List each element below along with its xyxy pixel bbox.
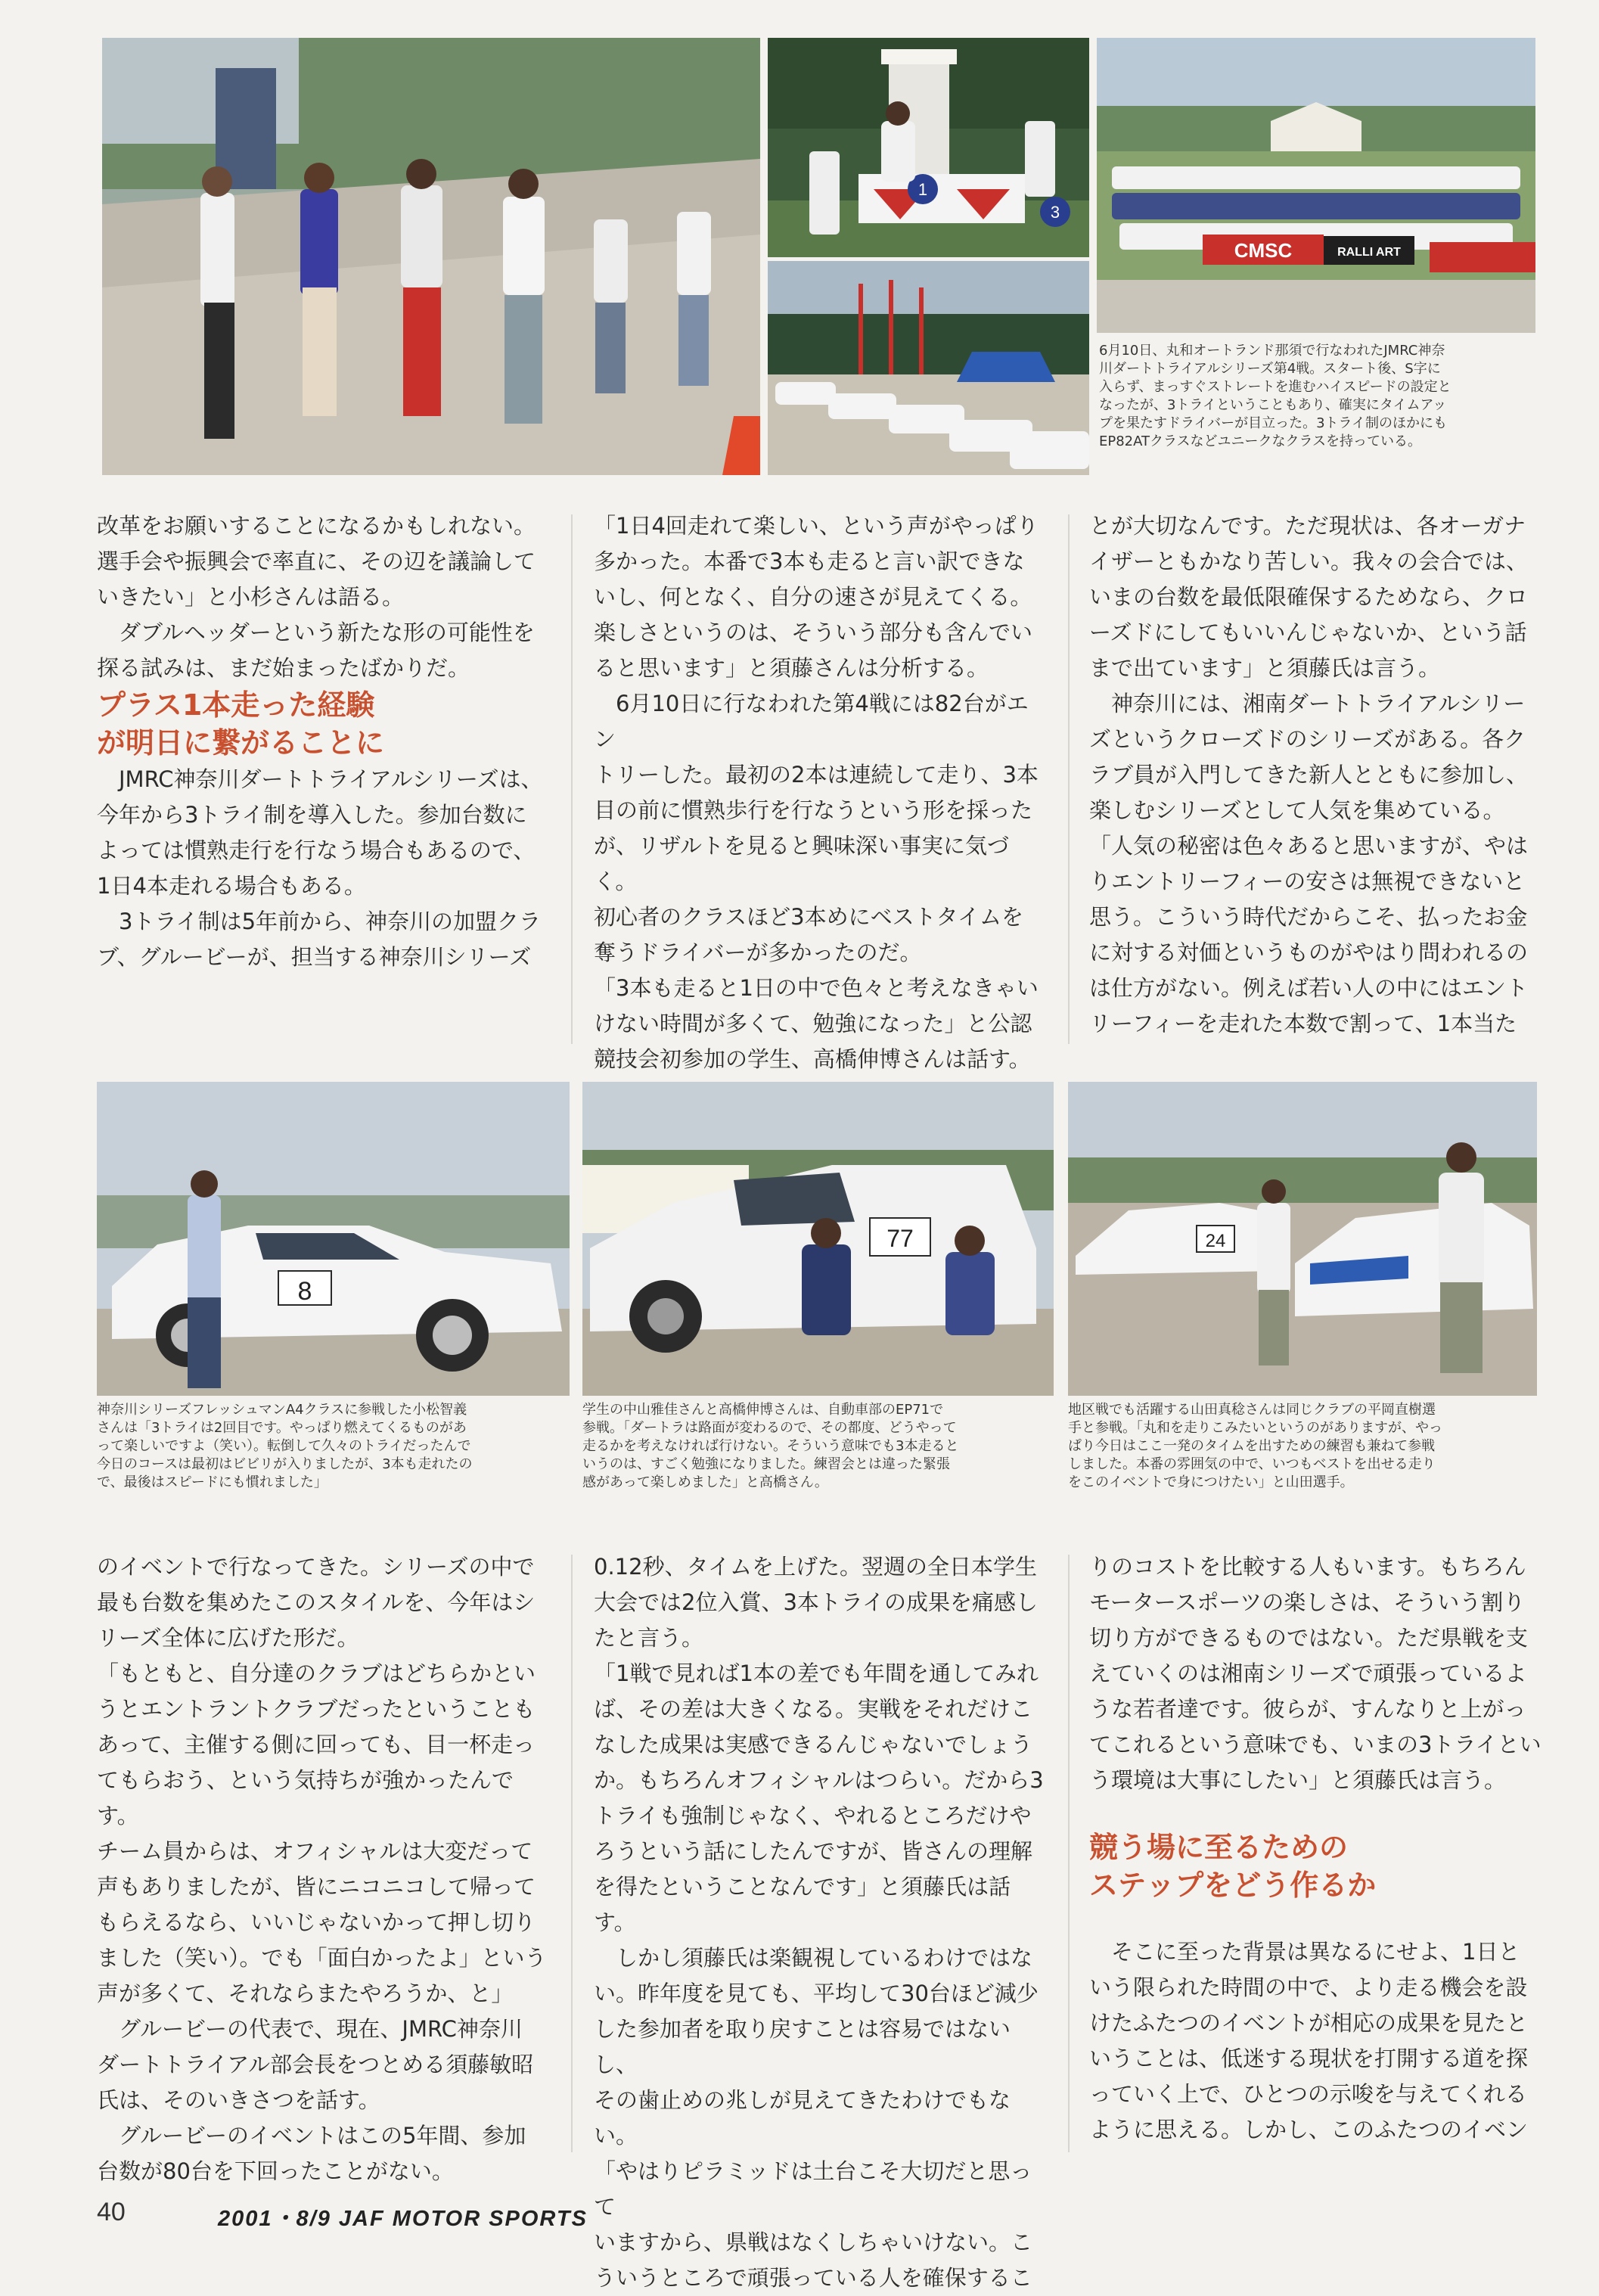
podium-number: 1 (917, 180, 928, 199)
paragraph: 神奈川には、湘南ダートトライアルシリー ズというクローズドのシリーズがある。各ク ラブ員が入門してきた新人とともに参加し、 楽しむシリーズとして人気を集めている。 (1089, 691, 1529, 823)
caption-students: 学生の中山雅佳さんと高橋伸博さんは、自動車部のEP71で 参戦。「ダートラは路面が変わるので、その都度、どうやって 走るかを考えなければ行けない。そういう意味でも3本走ると いうのは、すごく勉強になりました。練習会とは違った緊張 感があって楽しめました」と高橋さん。 (582, 1402, 959, 1490)
paragraph: 「1日4回走れて楽しい、という声がやっぱり 多かった。本番で3本も走ると言い訳できな いし、何となく、自分の速さが見えてくる。 楽しさというのは、そういう部分も含んでい ると思います」と須藤さんは分析する。 (594, 513, 1039, 681)
photo-drivers-walking (102, 38, 760, 475)
upper-column-3 (1089, 508, 1543, 1042)
section-heading-plus-one-run: プラス1本走った経験 が明日に繋がることに (97, 688, 385, 760)
photo-podium (768, 38, 1089, 257)
paragraph: ダブルヘッダーという新たな形の可能性を 探る試みは、まだ始まったばかりだ。 (97, 620, 535, 681)
paragraph: 「1戦で見れば1本の差でも年間を通してみれ ば、その差は大きくなる。実戦をそれだけこ なした成果は実感できるんじゃないでしょう か。もちろんオフィシャルはつらい。だから3 トライも強制じゃなく、やれるところだけや ろうという話にしたんですが、皆さんの理解 を得たということなんです」と須藤氏は話す。 (594, 1661, 1044, 1935)
upper-column-1 (97, 508, 551, 975)
paragraph: そこに至った背景は異なるにせよ、1日と いう限られた時間の中で、より走る機会を設 けたふたつのイベントが相応の成果を見たと いうことは、低迷する現状を打開する道を探 っていく上で、ひとつの示唆を与えてくれる ように思える。しかし、このふたつのイベン (1089, 1939, 1529, 2142)
paragraph: 改革をお願いすることになるかもしれない。 選手会や振興会で率直に、その辺を議論して いきたい」と小杉さんは語る。 (97, 513, 536, 610)
paragraph: しかし須藤氏は楽観視しているわけではな い。昨年度を見ても、平均して30台ほど減少 した参加者を取り戻すことは容易ではないし、 その歯止めの兆しが見えてきたわけでもない。 (594, 1945, 1039, 2148)
paragraph: とが大切なんです。ただ現状は、各オーガナ イザーともかなり苦しい。我々の会合では、 いまの台数を最低限確保するためなら、クロ ーズドにしてもいいんじゃないか、という話 まで出ています」と須藤氏は言う。 (1089, 513, 1529, 681)
paragraph: 「人気の秘密は色々あると思いますが、やは りエントリーフィーの安さは無視できないと 思う。こういう時代だからこそ、払ったお金 に対する対価というものがやはり問われるの は仕方がない。例えば若い人の中にはエント リーフィーを走れた本数で割って、1本当た (1089, 833, 1529, 1036)
banner-ralliart: RALLI ART (1337, 246, 1401, 259)
photo-komatsu-car (97, 1082, 570, 1396)
caption-top-right: 6月10日、丸和オートランド那須で行なわれたJMRC神奈 川ダートトライアルシリーズ第4戦。スタート後、S字に 入らず、まっすぐストレートを進むハイスピードの設定と なったが、3トライということもあり、確実にタイムアッ プを果たすドライバーが目立った。3トライ制のほかにも EP82ATクラスなどユニークなクラスを持っている。 (1099, 343, 1452, 449)
paragraph: 「やはりピラミッドは土台こそ大切だと思って いますから、県戦はなくしちゃいけない。こ ういうところで頑張っている人を確保するこ (594, 2158, 1033, 2291)
caption-yamada: 地区戦でも活躍する山田真稔さんは同じクラブの平岡直樹選 手と参戦。「丸和を走りこみたいというのがありますが、やっ ぱり今日はここ一発のタイムを出すための練習も兼ねて参戦 しました。本番の雰囲気の中で、いつもベストを出せる走り をこのイベントで身につけたい」と山田選手。 (1068, 1402, 1442, 1490)
section-heading-steps: 競う場に至るための ステップをどう作るか (1089, 1831, 1377, 1902)
lower-column-3 (1089, 1549, 1543, 2148)
lower-column-1 (97, 1549, 551, 2189)
car-number-8: 8 (297, 1277, 312, 1306)
column-divider (1068, 514, 1070, 1044)
paragraph: 6月10日に行なわれた第4戦には82台がエン トリーした。最初の2本は連続して走り、3本 目の前に慣熟歩行を行なうという形を採った が、リザルトを見ると興味深い事実に気づく。 初心者のクラスほど3本めにベストタイムを 奪うドライバーが多かったのだ。 (594, 691, 1039, 965)
photo-group-participants (1097, 38, 1535, 333)
podium-number-right: 3 (1050, 203, 1060, 222)
column-divider (571, 1555, 573, 2152)
car-number-77: 77 (886, 1225, 914, 1252)
upper-column-2 (594, 508, 1048, 1113)
caption-komatsu: 神奈川シリーズフレッシュマンA4クラスに参戦した小松智義 さんは「3トライは2回目です。やっぱり燃えてくるものがあ って楽しいですよ（笑い）。転倒して久々のトライだったんで 今日のコースは最初はビビリが入りましたが、3本も走れたの で、最後はスピードにも慣れました」 (97, 1402, 473, 1490)
photo-paddock-cars (768, 261, 1089, 475)
lower-column-2 (594, 1549, 1048, 2296)
paragraph: グルービーの代表で、現在、JMRC神奈川 ダートトライアル部会長をつとめる須藤敏昭 氏は、そのいきさつを話す。 (97, 2016, 534, 2113)
paragraph: 0.12秒、タイムを上げた。翌週の全日本学生 大会では2位入賞、3本トライの成果を痛感し たと言う。 (594, 1554, 1039, 1651)
paragraph: 「3本も走ると1日の中で色々と考えなきゃい けない時間が多くて、勉強になった」と公認 競技会初参加の学生、高橋伸博さんは話す。 (594, 975, 1039, 1072)
banner-cmsc: CMSC (1234, 239, 1293, 262)
column-divider (1068, 1555, 1070, 2152)
column-divider (571, 514, 573, 1044)
paragraph: グルービーのイベントはこの5年間、参加 台数が80台を下回ったことがない。 (97, 2123, 526, 2184)
magazine-footer: 2001・8/9 JAF MOTOR SPORTS (218, 2207, 588, 2231)
photo-yamada-cars (1068, 1082, 1537, 1396)
car-number-24: 24 (1205, 1231, 1226, 1251)
page-number: 40 (97, 2198, 126, 2226)
paragraph: JMRC神奈川ダートトライアルシリーズは、 今年から3トライ制を導入した。参加台数に よっては慣熟走行を行なう場合もあるので、 1日4本走れる場合もある。 (97, 766, 543, 899)
paragraph: 3トライ制は5年前から、神奈川の加盟クラ ブ、グルービーが、担当する神奈川シリーズ (97, 909, 542, 970)
paragraph: のイベントで行なってきた。シリーズの中で 最も台数を集めたこのスタイルを、今年はシ リーズ全体に広げた形だ。 (97, 1554, 536, 1651)
paragraph: 「もともと、自分達のクラブはどちらかとい うとエントラントクラブだったということも あって、主催する側に回っても、目一杯走っ てもらおう、という気持ちが強かったんです。 チーム員からは、オフィシャルは大変だって 声もありましたが、皆にニコニコして帰って もらえるなら、いいじゃないかって押し切り ました（笑い）。でも「面白かったよ」という 声が多くて、それならまたやろうか、と」 (97, 1661, 547, 2006)
paragraph: りのコストを比較する人もいます。もちろん モータースポーツの楽しさは、そういう割り 切り方ができるものではない。ただ県戦を支 えていくのは湘南シリーズで頑張っているよ うな若者達です。彼らが、すんなりと上がっ てこれるという意味でも、いまの3トライとい う環境は大事にしたい」と須藤氏は言う。 (1089, 1554, 1542, 1793)
photo-students-car (582, 1082, 1054, 1396)
